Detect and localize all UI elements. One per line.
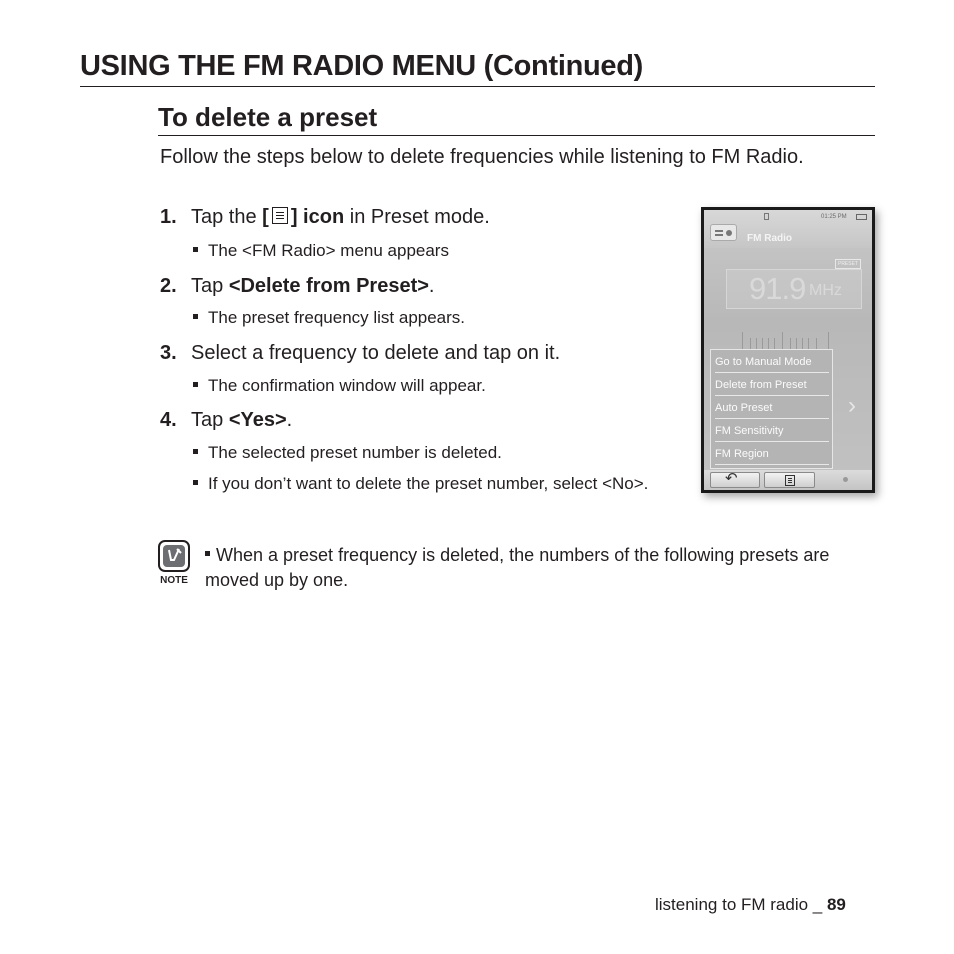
menu-item-go-to-manual-mode[interactable]: Go to Manual Mode — [715, 351, 829, 373]
step-text: Tap — [191, 409, 229, 431]
page-number: 89 — [826, 895, 846, 914]
note-label: NOTE — [160, 575, 188, 586]
step-number: 1. — [160, 206, 177, 228]
bottom-toolbar — [704, 470, 872, 490]
menu-item-fm-region[interactable]: FM Region — [715, 443, 829, 465]
preset-badge: PRESET — [835, 259, 861, 269]
step-bold: <Yes> — [228, 409, 287, 431]
step-4-bullet: The selected preset number is deleted. — [193, 442, 502, 463]
chevron-right-icon[interactable]: › — [848, 392, 856, 419]
indicator-dot — [843, 477, 848, 482]
step-3 — [160, 342, 560, 365]
frequency-display — [726, 269, 862, 309]
radio-icon — [710, 224, 737, 241]
step-2 — [160, 275, 434, 298]
menu-button[interactable] — [764, 472, 815, 488]
frequency-value: 91.9 — [749, 271, 806, 306]
step-bold: ] icon — [290, 206, 345, 228]
page-title: USING THE FM RADIO MENU (Continued) — [80, 50, 644, 82]
lock-icon — [764, 213, 769, 220]
menu-icon — [785, 475, 795, 486]
back-button[interactable] — [710, 472, 760, 488]
footer-text: listening to FM radio _ — [655, 895, 827, 914]
section-divider — [158, 135, 875, 136]
step-bold: <Delete from Preset> — [228, 275, 429, 297]
device-screen — [704, 210, 872, 490]
step-text: Select a frequency to delete and tap on it. — [191, 342, 561, 364]
step-text: Tap the — [191, 206, 263, 228]
screen-title: FM Radio — [747, 233, 792, 244]
popup-menu — [710, 349, 833, 469]
step-text: . — [428, 275, 435, 297]
intro-paragraph: Follow the steps below to delete frequencies while listening to FM Radio. — [160, 146, 804, 168]
back-icon: ↶ — [725, 470, 738, 487]
step-1-bullet: The <FM Radio> menu appears — [193, 240, 449, 261]
menu-item-auto-preset[interactable]: Auto Preset — [715, 397, 829, 419]
menu-item-fm-sensitivity[interactable]: FM Sensitivity — [715, 420, 829, 442]
step-3-bullet: The confirmation window will appear. — [193, 375, 486, 396]
device-screenshot — [701, 207, 875, 493]
menu-icon — [272, 207, 288, 224]
step-4-bullet: If you don’t want to delete the preset number, select <No>. — [193, 473, 668, 494]
step-number: 2. — [160, 275, 177, 297]
step-number: 4. — [160, 409, 177, 431]
section-title: To delete a preset — [158, 102, 378, 132]
step-text: . — [286, 409, 293, 431]
frequency-unit: MHz — [809, 282, 842, 299]
page-footer — [655, 895, 846, 915]
step-2-bullet: The preset frequency list appears. — [193, 307, 465, 328]
step-text: in Preset mode. — [344, 206, 490, 228]
step-number: 3. — [160, 342, 177, 364]
step-4 — [160, 409, 292, 432]
step-text: Tap — [191, 275, 229, 297]
step-1 — [160, 206, 490, 229]
note-text: When a preset frequency is deleted, the numbers of the following presets are moved up by one. — [205, 545, 830, 590]
title-divider — [80, 86, 875, 87]
menu-item-delete-from-preset[interactable]: Delete from Preset — [715, 374, 829, 396]
battery-icon — [856, 214, 867, 220]
status-bar — [704, 210, 872, 248]
note-icon — [158, 540, 190, 572]
tuner-scale — [742, 332, 838, 350]
status-time: 01:25 PM — [821, 214, 847, 220]
step-bold: [ — [262, 206, 269, 228]
